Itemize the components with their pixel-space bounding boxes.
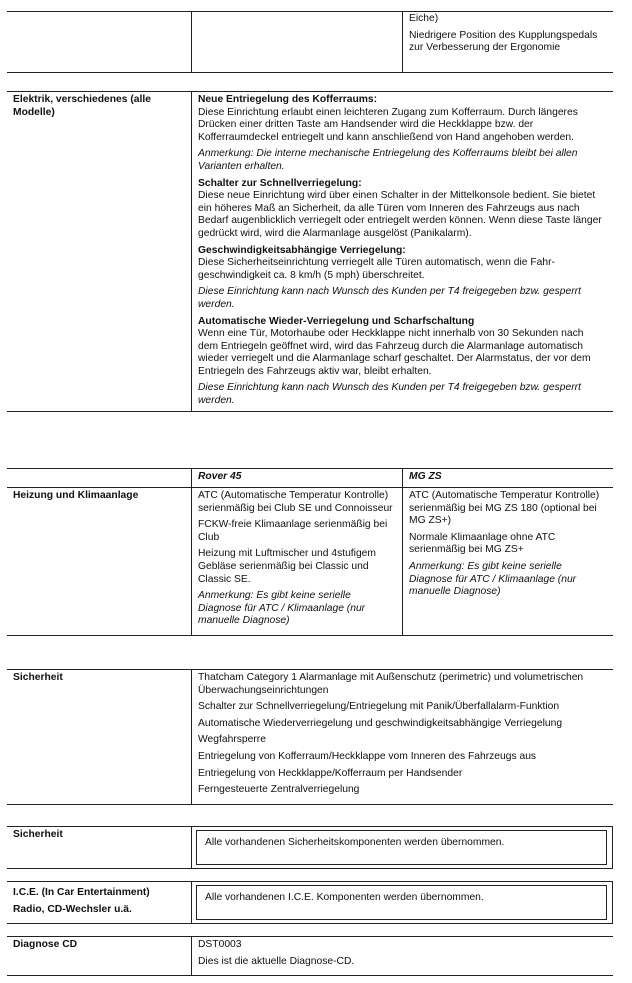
text-line: Niedrigere Position des Kupplungspedals zur Verbesserung der Ergonomie [409,29,598,54]
diagnose-cd-id: DST0003 [198,939,242,950]
table-ice [7,881,613,924]
diagnose-cd-desc: Dies ist die aktuelle Diagnose-CD. [198,955,355,967]
list-item: Entriegelung von Kofferraum/Heckklappe vom Inneren des Fahrzeugs aus [198,750,537,762]
table-diagnose [7,936,613,976]
cell-empty [7,12,192,73]
table-sicherheit-box [7,826,613,869]
framed-text: Alle vorhandenen I.C.E. Komponenten werden übernommen. [196,885,607,920]
cell-empty [192,12,403,73]
table-elektrik [7,91,613,412]
row-label-sicherheit: Sicherheit [7,827,192,869]
table-sicherheit-list [7,669,613,805]
cell-mgzs [403,488,614,636]
block-text: Diese Einrichtung erlaubt einen leichteren Zugang zum Kofferraum. Durch längeres Drücken einer dritten Taste am Handsender wird die Heckklappe bzw. der Kofferraumdeckel entriegelt und kann anschließend von Hand angehoben werden. [198,106,578,143]
block-text: Diese neue Einrichtung wird über einen Schalter in der Mittelkonsole bedient. Sie bietet ein höheres Maß an Sicherheit, da alle Türen vom Inneren des Fahrzeugs aus nach Bedarf augenblicklich verriegelt oder entriegelt werden können. Wenn diese Taste länger gedrückt wird, wird die Alarmanlage ausgelöst (Panikalarm). [198,190,602,239]
list-item: Normale Klimaanlage ohne ATC serienmäßig bei MG ZS+ [409,531,556,556]
cell-sicherheit-box [192,827,613,869]
column-header-rover45: Rover 45 [192,469,403,488]
cell-diagnose [192,937,614,976]
block-heading: Geschwindigkeitsabhängige Verriegelung: [198,244,406,256]
row-label-sicherheit: Sicherheit [7,670,192,805]
header-empty [7,469,192,488]
block-kofferraum [198,94,603,144]
list-item: FCKW-freie Klimaanlage serienmäßig bei Club [198,519,388,543]
block-heading: Automatische Wieder-Verriegelung und Scharfschaltung [198,315,475,327]
cell-ice-box [192,882,613,924]
text-line: Eiche) [409,13,439,24]
note: Anmerkung: Es gibt keine serielle Diagnose für ATC / Klimaanlage (nur manuelle Diagnose) [409,560,577,598]
row-label-diagnose: Diagnose CD [7,937,192,976]
cell-rover45 [192,488,403,636]
cell-sicherheit-items [192,670,614,805]
label-line: I.C.E. (In Car Entertainment) [13,887,150,898]
block-heading: Schalter zur Schnellverriegelung: [198,177,362,189]
cell-elektrik-content [192,92,614,412]
block-heading: Neue Entriegelung des Kofferraums: [198,94,378,105]
label-line: Radio, CD-Wechsler u.ä. [13,904,132,915]
table-heizung [7,468,613,636]
list-item: Ferngesteuerte Zentralverriegelung [198,784,360,796]
table-continuation [7,11,613,73]
block-wiederverriegelung [198,316,603,379]
block-note: Anmerkung: Die interne mechanische Entriegelung des Kofferraums bleibt bei allen Varianten erhalten. [198,148,578,172]
column-header-mgzs: MG ZS [403,469,614,488]
framed-text: Alle vorhandenen Sicherheitskomponenten werden übernommen. [196,830,607,865]
block-note: Diese Einrichtung kann nach Wunsch des Kunden per T4 freigegeben bzw. gesperrt werden. [198,286,581,310]
list-item: ATC (Automatische Temperatur Kontrolle) serienmäßig bei MG ZS 180 (optional bei MG ZS+) [409,490,600,527]
row-label-elektrik: Elektrik, verschiedenes (alle Modelle) [7,92,192,412]
list-item: Wegfahrsperre [198,734,266,746]
list-item: Heizung mit Luftmischer und 4stufigem Gebläse serienmäßig bei Classic und Classic SE. [198,548,376,585]
cell-continuation-text [403,12,614,73]
block-text: Diese Sicherheitseinrichtung verriegelt alle Türen automatisch, wenn die Fahr-geschwindigkeit ca. 8 km/h (5 mph) überschreitet. [198,257,555,281]
block-schnellverriegelung [198,178,603,241]
row-label-heizung: Heizung und Klimaanlage [7,488,192,636]
block-geschwindigkeit [198,245,603,283]
note: Anmerkung: Es gibt keine serielle Diagnose für ATC / Klimaanlage (nur manuelle Diagnose) [198,590,366,627]
list-item: Schalter zur Schnellverriegelung/Entriegelung mit Panik/Überfallalarm-Funktion [198,701,560,713]
row-label-ice [7,882,192,924]
list-item: ATC (Automatische Temperatur Kontrolle) serienmäßig bei Club SE und Connoisseur [198,490,393,514]
list-item: Thatcham Category 1 Alarmanlage mit Außenschutz (perimetric) und volumetrischen Überwachungseinrichtungen [198,672,584,696]
list-item: Automatische Wiederverriegelung und geschwindigkeitsabhängige Verriegelung [198,717,563,729]
block-note: Diese Einrichtung kann nach Wunsch des Kunden per T4 freigegeben bzw. gesperrt werden. [198,382,581,407]
block-text: Wenn eine Tür, Motorhaube oder Heckklappe nicht innerhalb von 30 Sekunden nach dem Entriegeln geöffnet wird, wird das Fahrzeug durch die Alarmanlage automatisch wieder verriegelt und die Alarmanlage scharf geschaltet. Der Alarmstatus, der vor dem Entriegeln des Fahrzeugs aktiv war, bleibt erhalten. [198,328,591,377]
list-item: Entriegelung von Heckklappe/Kofferraum per Handsender [198,767,463,779]
